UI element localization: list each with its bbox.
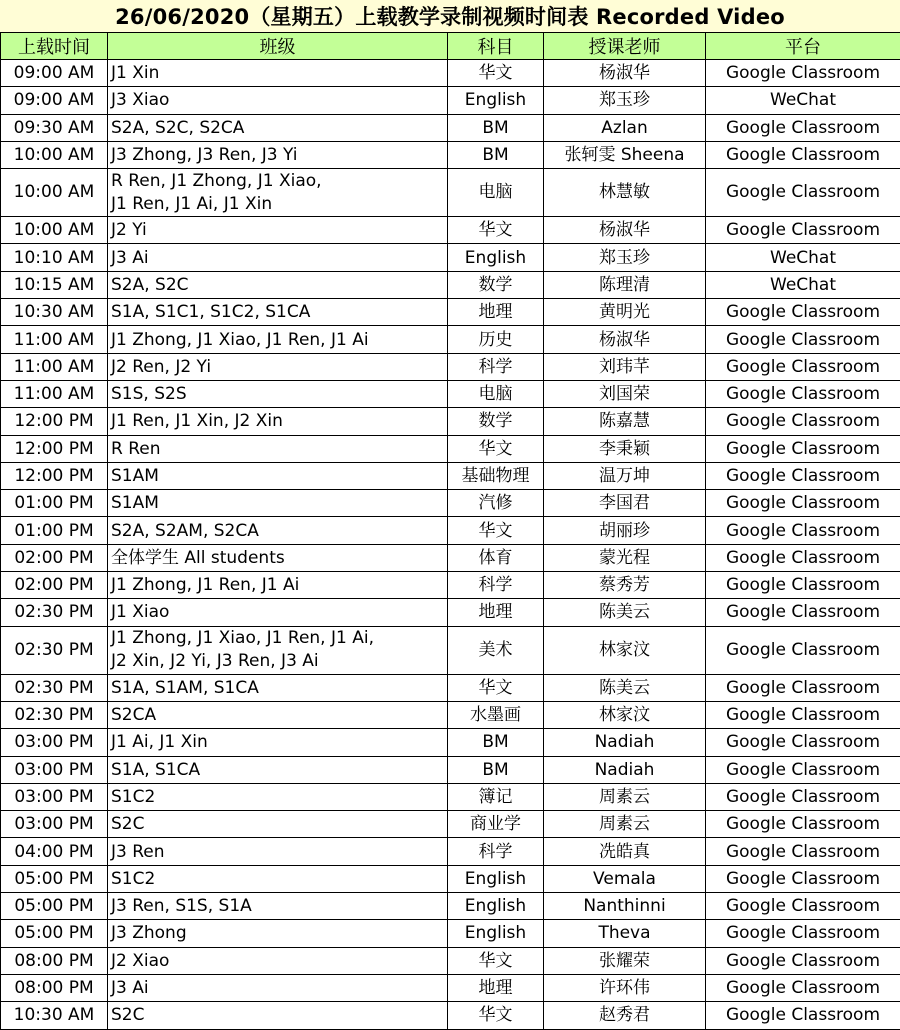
cell-teacher: 张耀荣 [544, 947, 706, 974]
cell-upload-time: 05:00 PM [1, 865, 108, 892]
cell-class [108, 920, 448, 947]
cell-teacher: 陈美云 [544, 599, 706, 626]
cell-teacher: 冼皓真 [544, 838, 706, 865]
cell-subject: 华文 [448, 1002, 544, 1029]
cell-teacher: 林家汶 [544, 701, 706, 728]
cell-class [108, 380, 448, 407]
cell-upload-time: 10:30 AM [1, 1002, 108, 1029]
cell-subject: 华文 [448, 60, 544, 87]
cell-subject: 水墨画 [448, 701, 544, 728]
table-row [1, 490, 900, 517]
cell-subject: 簿记 [448, 783, 544, 810]
cell-subject: 地理 [448, 599, 544, 626]
table-row [1, 974, 900, 1001]
cell-class [108, 838, 448, 865]
cell-subject: 电脑 [448, 169, 544, 217]
cell-teacher: 陈嘉慧 [544, 408, 706, 435]
cell-upload-time: 10:00 AM [1, 141, 108, 168]
cell-upload-time: 02:30 PM [1, 701, 108, 728]
cell-upload-time: 02:00 PM [1, 544, 108, 571]
cell-platform: Google Classroom [706, 462, 900, 489]
cell-upload-time: 11:00 AM [1, 380, 108, 407]
cell-teacher: 刘国荣 [544, 380, 706, 407]
class-line: 全体学生 All students [111, 546, 443, 570]
cell-platform: Google Classroom [706, 380, 900, 407]
class-line: J1 Ren, J1 Ai, J1 Xin [111, 193, 443, 216]
schedule-body [1, 60, 900, 1030]
cell-upload-time: 02:00 PM [1, 572, 108, 599]
class-line: J1 Zhong, J1 Xiao, J1 Ren, J1 Ai, [111, 627, 443, 650]
class-line: S1A, S1C1, S1C2, S1CA [111, 300, 443, 324]
cell-class [108, 811, 448, 838]
table-row [1, 87, 900, 114]
cell-platform: Google Classroom [706, 572, 900, 599]
cell-teacher: 郑玉珍 [544, 87, 706, 114]
cell-upload-time: 03:00 PM [1, 729, 108, 756]
class-line: S2C [111, 812, 443, 836]
schedule-table [0, 32, 900, 1030]
cell-teacher: 李国君 [544, 490, 706, 517]
cell-teacher: 张轲雯 Sheena [544, 141, 706, 168]
class-line: S1A, S1CA [111, 758, 443, 782]
cell-upload-time: 11:00 AM [1, 326, 108, 353]
cell-subject: 基础物理 [448, 462, 544, 489]
cell-subject: 美术 [448, 626, 544, 674]
cell-upload-time: 10:00 AM [1, 169, 108, 217]
table-row [1, 217, 900, 244]
cell-subject: BM [448, 141, 544, 168]
cell-platform: Google Classroom [706, 865, 900, 892]
cell-teacher: 胡丽珍 [544, 517, 706, 544]
cell-subject: BM [448, 729, 544, 756]
table-row [1, 169, 900, 217]
cell-platform: Google Classroom [706, 756, 900, 783]
cell-class [108, 141, 448, 168]
cell-class [108, 674, 448, 701]
table-row [1, 865, 900, 892]
cell-teacher: 陈美云 [544, 674, 706, 701]
table-row [1, 271, 900, 298]
cell-platform: Google Classroom [706, 838, 900, 865]
class-line: J3 Xiao [111, 88, 443, 112]
cell-platform: Google Classroom [706, 947, 900, 974]
cell-subject: 地理 [448, 299, 544, 326]
cell-platform: Google Classroom [706, 114, 900, 141]
table-row [1, 353, 900, 380]
cell-teacher: 温万坤 [544, 462, 706, 489]
class-line: S2CA [111, 703, 443, 727]
cell-subject: 地理 [448, 974, 544, 1001]
cell-subject: English [448, 893, 544, 920]
table-row [1, 408, 900, 435]
cell-teacher: 杨淑华 [544, 60, 706, 87]
table-row [1, 893, 900, 920]
class-line: J1 Zhong, J1 Xiao, J1 Ren, J1 Ai [111, 328, 443, 352]
cell-class [108, 517, 448, 544]
table-row [1, 838, 900, 865]
class-line: S1A, S1AM, S1CA [111, 676, 443, 700]
cell-teacher: 林慧敏 [544, 169, 706, 217]
cell-subject: English [448, 244, 544, 271]
cell-upload-time: 08:00 PM [1, 947, 108, 974]
cell-class [108, 544, 448, 571]
cell-teacher: Nanthinni [544, 893, 706, 920]
cell-subject: 科学 [448, 353, 544, 380]
cell-class [108, 490, 448, 517]
table-row [1, 544, 900, 571]
header-time: 上载时间 [1, 33, 108, 60]
cell-subject: 华文 [448, 217, 544, 244]
cell-platform: Google Classroom [706, 701, 900, 728]
cell-platform: Google Classroom [706, 326, 900, 353]
table-row [1, 626, 900, 674]
cell-class [108, 408, 448, 435]
class-line: J2 Ren, J2 Yi [111, 355, 443, 379]
cell-class [108, 756, 448, 783]
cell-subject: 数学 [448, 271, 544, 298]
cell-class [108, 271, 448, 298]
cell-class [108, 217, 448, 244]
cell-platform: Google Classroom [706, 729, 900, 756]
header-subject: 科目 [448, 33, 544, 60]
cell-subject: 体育 [448, 544, 544, 571]
cell-teacher: 杨淑华 [544, 217, 706, 244]
cell-subject: 华文 [448, 947, 544, 974]
cell-subject: 数学 [448, 408, 544, 435]
cell-teacher: 周素云 [544, 811, 706, 838]
cell-upload-time: 10:00 AM [1, 217, 108, 244]
table-row [1, 435, 900, 462]
class-line: S2A, S2AM, S2CA [111, 519, 443, 543]
table-row [1, 674, 900, 701]
class-line: J1 Ren, J1 Xin, J2 Xin [111, 409, 443, 433]
cell-upload-time: 04:00 PM [1, 838, 108, 865]
cell-class [108, 244, 448, 271]
header-teacher: 授课老师 [544, 33, 706, 60]
cell-class [108, 701, 448, 728]
cell-upload-time: 12:00 PM [1, 408, 108, 435]
cell-subject: 华文 [448, 435, 544, 462]
cell-teacher: 杨淑华 [544, 326, 706, 353]
cell-class [108, 114, 448, 141]
cell-subject: 汽修 [448, 490, 544, 517]
table-row [1, 244, 900, 271]
cell-upload-time: 02:30 PM [1, 599, 108, 626]
class-line: J1 Xiao [111, 600, 443, 624]
cell-subject: 科学 [448, 572, 544, 599]
cell-upload-time: 01:00 PM [1, 517, 108, 544]
cell-teacher: Nadiah [544, 729, 706, 756]
class-line: J2 Xin, J2 Yi, J3 Ren, J3 Ai [111, 650, 443, 673]
table-row [1, 299, 900, 326]
cell-platform: Google Classroom [706, 435, 900, 462]
class-line: S2A, S2C [111, 273, 443, 297]
cell-class [108, 947, 448, 974]
cell-platform: Google Classroom [706, 1002, 900, 1029]
cell-upload-time: 05:00 PM [1, 893, 108, 920]
cell-upload-time: 02:30 PM [1, 674, 108, 701]
cell-subject: BM [448, 756, 544, 783]
cell-class [108, 599, 448, 626]
cell-platform: Google Classroom [706, 974, 900, 1001]
cell-subject: 华文 [448, 674, 544, 701]
cell-teacher: 蒙光程 [544, 544, 706, 571]
cell-platform: Google Classroom [706, 811, 900, 838]
cell-platform: Google Classroom [706, 169, 900, 217]
cell-class [108, 626, 448, 674]
table-row [1, 572, 900, 599]
class-line: S2C [111, 1003, 443, 1027]
class-line: S1AM [111, 464, 443, 488]
class-line: J1 Ai, J1 Xin [111, 730, 443, 754]
cell-upload-time: 03:00 PM [1, 783, 108, 810]
cell-platform: Google Classroom [706, 490, 900, 517]
class-line: J1 Xin [111, 61, 443, 85]
class-line: S1S, S2S [111, 382, 443, 406]
cell-teacher: 赵秀君 [544, 1002, 706, 1029]
table-row [1, 701, 900, 728]
header-class: 班级 [108, 33, 448, 60]
cell-upload-time: 12:00 PM [1, 435, 108, 462]
cell-class [108, 462, 448, 489]
cell-teacher: 刘玮芊 [544, 353, 706, 380]
class-line: J3 Zhong [111, 921, 443, 945]
header-row [1, 33, 900, 60]
class-line: J3 Ai [111, 976, 443, 1000]
table-row [1, 380, 900, 407]
cell-class [108, 865, 448, 892]
cell-class [108, 299, 448, 326]
cell-platform: Google Classroom [706, 217, 900, 244]
cell-platform: Google Classroom [706, 60, 900, 87]
cell-subject: 历史 [448, 326, 544, 353]
cell-upload-time: 03:00 PM [1, 756, 108, 783]
cell-class [108, 893, 448, 920]
cell-platform: Google Classroom [706, 920, 900, 947]
cell-teacher: 黄明光 [544, 299, 706, 326]
table-row [1, 599, 900, 626]
header-platform: 平台 [706, 33, 900, 60]
class-line: J1 Zhong, J1 Ren, J1 Ai [111, 573, 443, 597]
cell-upload-time: 09:00 AM [1, 60, 108, 87]
cell-platform: Google Classroom [706, 893, 900, 920]
cell-upload-time: 02:30 PM [1, 626, 108, 674]
cell-class [108, 783, 448, 810]
cell-upload-time: 08:00 PM [1, 974, 108, 1001]
table-row [1, 783, 900, 810]
cell-subject: 华文 [448, 517, 544, 544]
class-line: R Ren, J1 Zhong, J1 Xiao, [111, 170, 443, 193]
table-row [1, 517, 900, 544]
cell-class [108, 572, 448, 599]
cell-upload-time: 01:00 PM [1, 490, 108, 517]
table-row [1, 114, 900, 141]
cell-teacher: Vemala [544, 865, 706, 892]
cell-teacher: Azlan [544, 114, 706, 141]
cell-teacher: 许环伟 [544, 974, 706, 1001]
cell-upload-time: 11:00 AM [1, 353, 108, 380]
table-row [1, 947, 900, 974]
cell-platform: Google Classroom [706, 299, 900, 326]
class-line: J3 Ai [111, 246, 443, 270]
cell-platform: Google Classroom [706, 626, 900, 674]
cell-platform: Google Classroom [706, 408, 900, 435]
class-line: S1C2 [111, 867, 443, 891]
class-line: J2 Yi [111, 218, 443, 242]
cell-teacher: 郑玉珍 [544, 244, 706, 271]
cell-class [108, 1002, 448, 1029]
cell-upload-time: 09:00 AM [1, 87, 108, 114]
cell-teacher: 蔡秀芳 [544, 572, 706, 599]
cell-upload-time: 10:30 AM [1, 299, 108, 326]
cell-class [108, 87, 448, 114]
class-line: S2A, S2C, S2CA [111, 116, 443, 140]
cell-upload-time: 03:00 PM [1, 811, 108, 838]
table-row [1, 756, 900, 783]
cell-class [108, 326, 448, 353]
cell-platform: Google Classroom [706, 141, 900, 168]
cell-teacher: 林家汶 [544, 626, 706, 674]
cell-teacher: 陈理清 [544, 271, 706, 298]
table-row [1, 60, 900, 87]
schedule-title: 26/06/2020（星期五）上载教学录制视频时间表 Recorded Video [0, 0, 900, 32]
cell-class [108, 60, 448, 87]
table-row [1, 141, 900, 168]
cell-teacher: Nadiah [544, 756, 706, 783]
cell-upload-time: 05:00 PM [1, 920, 108, 947]
class-line: J3 Ren [111, 840, 443, 864]
cell-class [108, 353, 448, 380]
cell-platform: Google Classroom [706, 599, 900, 626]
cell-subject: 商业学 [448, 811, 544, 838]
cell-subject: BM [448, 114, 544, 141]
cell-class [108, 435, 448, 462]
cell-teacher: 周素云 [544, 783, 706, 810]
cell-platform: WeChat [706, 244, 900, 271]
table-row [1, 326, 900, 353]
table-row [1, 729, 900, 756]
table-row [1, 462, 900, 489]
cell-subject: 科学 [448, 838, 544, 865]
table-row [1, 920, 900, 947]
cell-upload-time: 10:15 AM [1, 271, 108, 298]
table-row [1, 811, 900, 838]
cell-teacher: Theva [544, 920, 706, 947]
cell-platform: Google Classroom [706, 544, 900, 571]
cell-subject: English [448, 920, 544, 947]
cell-platform: Google Classroom [706, 783, 900, 810]
class-line: J2 Xiao [111, 949, 443, 973]
cell-platform: Google Classroom [706, 517, 900, 544]
table-row [1, 1002, 900, 1029]
cell-class [108, 729, 448, 756]
cell-class [108, 974, 448, 1001]
cell-subject: 电脑 [448, 380, 544, 407]
cell-teacher: 李秉颖 [544, 435, 706, 462]
cell-upload-time: 10:10 AM [1, 244, 108, 271]
cell-platform: Google Classroom [706, 353, 900, 380]
cell-platform: WeChat [706, 271, 900, 298]
cell-upload-time: 12:00 PM [1, 462, 108, 489]
class-line: J3 Ren, S1S, S1A [111, 894, 443, 918]
cell-platform: Google Classroom [706, 674, 900, 701]
class-line: S1AM [111, 491, 443, 515]
cell-subject: English [448, 87, 544, 114]
cell-subject: English [448, 865, 544, 892]
class-line: J3 Zhong, J3 Ren, J3 Yi [111, 143, 443, 167]
class-line: R Ren [111, 437, 443, 461]
cell-upload-time: 09:30 AM [1, 114, 108, 141]
class-line: S1C2 [111, 785, 443, 809]
cell-platform: WeChat [706, 87, 900, 114]
cell-class [108, 169, 448, 217]
